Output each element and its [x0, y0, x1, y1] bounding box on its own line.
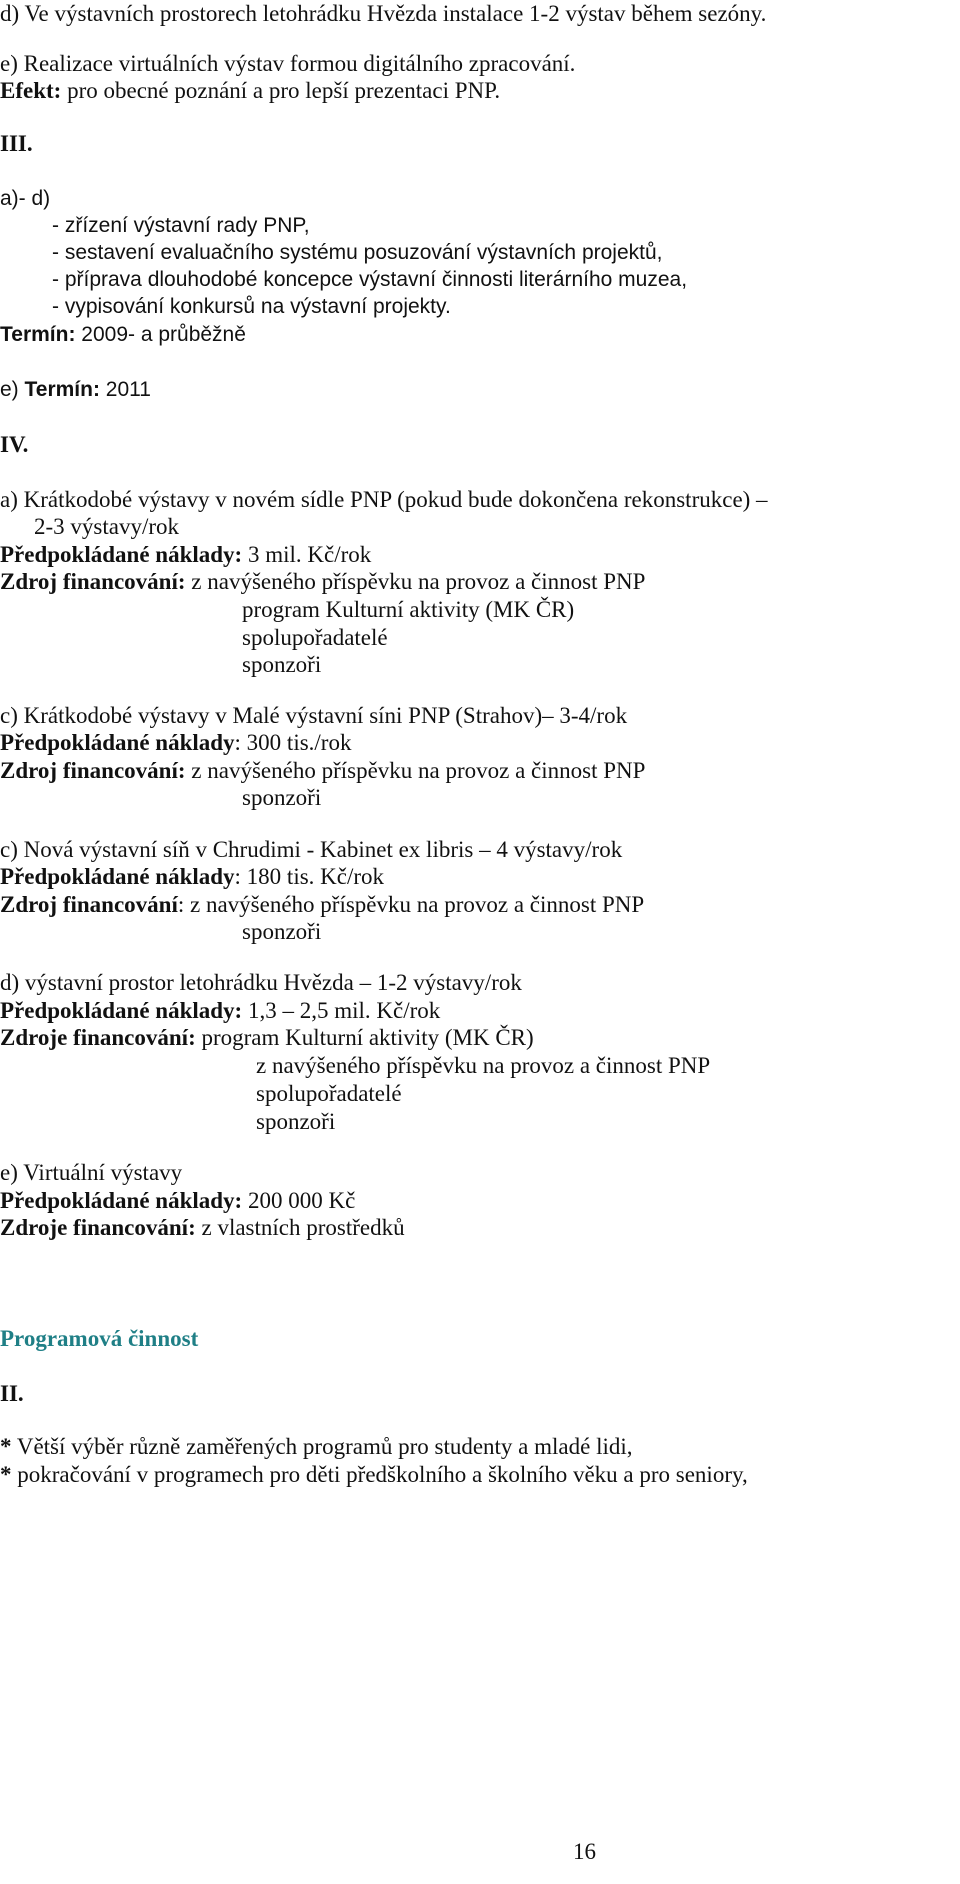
text-line [0, 0, 766, 28]
text: 3 mil. Kč/rok [242, 542, 372, 567]
costs-line [0, 997, 440, 1025]
text: z vlastních prostředků [195, 1215, 405, 1240]
text: e) Realizace virtuálních výstav formou digitálního zpracování. [0, 51, 576, 76]
text: - zřízení výstavní rady PNP, [52, 214, 310, 237]
text: program Kulturní aktivity (MK ČR) [195, 1025, 534, 1050]
text-line [0, 50, 575, 78]
text-line [256, 1108, 335, 1136]
text-line [0, 836, 622, 864]
text: 200 000 Kč [242, 1188, 356, 1213]
costs-line [0, 541, 371, 569]
text: pokračování v programech pro děti předškolního a školního věku a pro seniory, [11, 1462, 748, 1487]
label: Termín: [24, 378, 100, 401]
text: c) Krátkodobé výstavy v Malé výstavní síni PNP (Strahov)– 3-4/rok [0, 703, 628, 728]
label: Předpokládané náklady [0, 730, 235, 755]
list-item [52, 293, 451, 321]
text: : 300 tis./rok [234, 730, 352, 755]
text: a)- d) [0, 187, 51, 210]
text: - vypisování konkursů na výstavní projekty. [52, 295, 451, 318]
label: Předpokládané náklady: [0, 998, 243, 1023]
section-title [0, 1325, 198, 1353]
text-line [256, 1080, 402, 1108]
bullet-marker: * [0, 1462, 12, 1487]
label: Zdroj financování: [0, 569, 186, 594]
text: Větší výběr různě zaměřených programů pro studenty a mladé lidi, [11, 1434, 633, 1459]
text: z navýšeného příspěvku na provoz a činnost PNP [185, 758, 646, 783]
list-item [52, 266, 687, 294]
efekt-line [0, 77, 500, 105]
costs-line [0, 729, 351, 757]
text-line [242, 624, 388, 652]
label: Zdroj financování [0, 892, 178, 917]
funding-line [0, 891, 644, 919]
label: Předpokládané náklady [0, 864, 235, 889]
funding-line [0, 757, 645, 785]
text: - sestavení evaluačního systému posuzování výstavních projektů, [52, 241, 663, 264]
text: 2-3 výstavy/rok [34, 514, 180, 539]
text-line [0, 702, 627, 730]
section-heading-iii [0, 130, 33, 158]
text: spolupořadatelé [256, 1081, 402, 1106]
text: spolupořadatelé [242, 625, 388, 650]
label: Předpokládané náklady: [0, 1188, 243, 1213]
text: 2009- a průběžně [75, 323, 246, 346]
text: c) Nová výstavní síň v Chrudimi - Kabinet ex libris – 4 výstavy/rok [0, 837, 623, 862]
text: z navýšeného příspěvku na provoz a činnost PNP [185, 569, 646, 594]
page-number-text: 16 [573, 1839, 596, 1864]
text-line [0, 185, 50, 213]
section-heading-iv [0, 431, 28, 459]
text-line [34, 513, 179, 541]
label: Předpokládané náklady: [0, 542, 243, 567]
label: Zdroj financování: [0, 758, 186, 783]
text: program Kulturní aktivity (MK ČR) [242, 597, 575, 622]
text: : 180 tis. Kč/rok [234, 864, 385, 889]
section-heading-ii [0, 1380, 24, 1408]
heading: IV. [0, 432, 29, 457]
text: - příprava dlouhodobé koncepce výstavní činnosti literárního muzea, [52, 268, 688, 291]
text-line [242, 918, 321, 946]
label: Zdroje financování: [0, 1215, 196, 1240]
text-line [0, 969, 522, 997]
termin-line [0, 321, 246, 349]
costs-line [0, 1187, 355, 1215]
text-line [256, 1052, 710, 1080]
costs-line [0, 863, 384, 891]
text: pro obecné poznání a pro lepší prezentaci PNP. [61, 78, 501, 103]
text: e) Virtuální výstavy [0, 1160, 183, 1185]
bullet-line [0, 1461, 748, 1489]
label: Efekt: [0, 78, 62, 103]
text-line [0, 486, 768, 514]
funding-line [0, 1024, 534, 1052]
text: d) výstavní prostor letohrádku Hvězda – 1-2 výstavy/rok [0, 970, 522, 995]
text: z navýšeného příspěvku na provoz a činnost PNP [256, 1053, 711, 1078]
text: : z navýšeného příspěvku na provoz a činnost PNP [177, 892, 645, 917]
text: sponzoři [256, 1109, 336, 1134]
text: e) [0, 378, 25, 401]
text: d) Ve výstavních prostorech letohrádku Hvězda instalace 1-2 výstav během sezóny. [0, 1, 767, 26]
list-item [52, 239, 663, 267]
text-line [0, 1159, 182, 1187]
heading: II. [0, 1381, 24, 1406]
list-item [52, 212, 310, 240]
label: Zdroje financování: [0, 1025, 196, 1050]
page-number [573, 1838, 596, 1866]
text-line [242, 784, 321, 812]
text: a) Krátkodobé výstavy v novém sídle PNP (pokud bude dokončena rekonstrukce) – [0, 487, 768, 512]
bullet-marker: * [0, 1434, 12, 1459]
funding-line [0, 568, 645, 596]
text: sponzoři [242, 652, 322, 677]
text-line [242, 651, 321, 679]
text: 1,3 – 2,5 mil. Kč/rok [242, 998, 441, 1023]
text-line [242, 596, 574, 624]
bullet-line [0, 1433, 633, 1461]
heading: III. [0, 131, 33, 156]
heading: Programová činnost [0, 1326, 199, 1351]
label: Termín: [0, 323, 76, 346]
termin-line [0, 376, 151, 404]
funding-line [0, 1214, 405, 1242]
text: 2011 [99, 378, 151, 401]
text: sponzoři [242, 785, 322, 810]
text: sponzoři [242, 919, 322, 944]
